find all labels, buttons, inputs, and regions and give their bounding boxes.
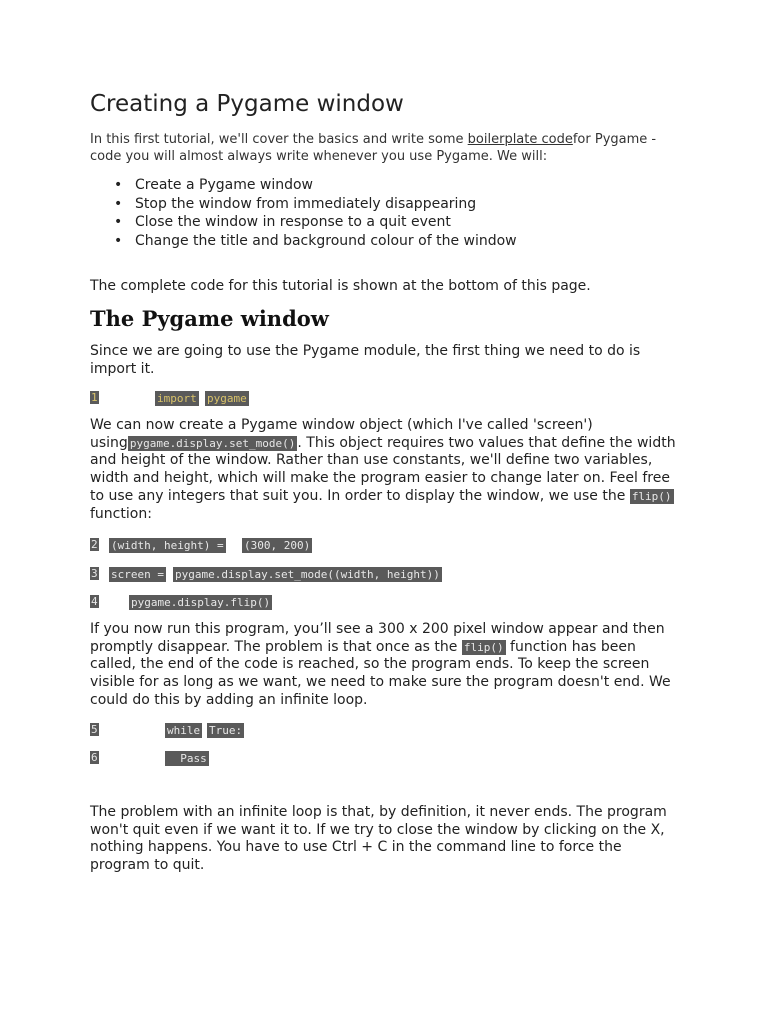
list-item: • Create a Pygame window [90,176,517,195]
infinite-loop-text: function has been called, the end of the code is reached, so the program ends. To keep the screen visible for as long as we want, we need to make sure the program doesn't end. We could do this by adding an infinite loop. [90,638,671,708]
code-line-5 [90,723,270,739]
line-number: 2 [91,538,98,551]
code-keyword: Pass [167,752,207,765]
complete-code-note: The complete code for this tutorial is shown at the bottom of this page. [90,278,591,294]
intro-paragraph [90,131,680,166]
intro-text-before-link: In this first tutorial, we'll cover the basics and write some [90,132,468,147]
list-item: • Change the title and background colour of the window [90,232,517,251]
window-paragraph-text: We can now create a Pygame window object (which I've called 'screen') using [90,417,593,451]
code-line-6 [90,751,250,767]
line-number: 5 [91,723,98,736]
code-module: pygame [207,392,247,405]
code-keyword: import [157,392,197,405]
page-title: Creating a Pygame window [90,91,404,117]
closing-paragraph: The problem with an infinite loop is that, by definition, it never ends. The program won't quit even if we want it to. If we try to close the window by clicking on the X, nothing happens. You have to use Ctrl + C in the command line to force the program to quit. [90,804,667,874]
infinite-loop-text: If you now run this program, you’ll see a 300 x 200 pixel window appear and then promptly disappear. The problem is that once as the [90,621,665,655]
window-paragraph [90,417,680,523]
code-text: pygame.display.set_mode((width, height)) [175,568,440,581]
intro-text-after-link: for Pygame - code you will almost always write whenever you use Pygame. We will: [90,132,657,165]
list-item: • Stop the window from immediately disappearing [90,195,517,214]
code-text: (300, 200) [244,539,311,552]
window-paragraph-text: function: [90,505,152,522]
window-paragraph-text: . This object requires two values that define the width and height of the window. Rather than use constants, we'll define two variables, width and height, which will make the program easier to change later on. Feel free to use any integers that suit you. In order to display the window, we use the [90,434,676,504]
boilerplate-code-link[interactable]: boilerplate code [467,132,573,147]
line-number: 4 [91,595,98,608]
code-text: pygame.display.flip() [131,596,271,609]
section-heading: The Pygame window [90,306,329,331]
line-number: 1 [91,391,98,404]
import-paragraph: Since we are going to use the Pygame module, the first thing we need to do is import it. [90,343,641,377]
line-number: 3 [91,567,98,580]
code-text: (width, height) = [111,539,224,552]
code-line-3 [90,567,490,583]
infinite-loop-paragraph [90,621,680,710]
code-text: screen = [111,568,164,581]
code-line-4 [90,595,310,611]
inline-code: pygame.display.set_mode() [129,436,296,450]
inline-code: flip() [631,489,672,503]
line-number: 6 [91,751,98,764]
list-item: • Close the window in response to a quit event [90,213,517,232]
code-text: True: [209,724,243,737]
code-keyword: while [167,724,201,737]
inline-code: flip() [463,640,504,654]
goals-list [90,176,517,251]
code-line-1 [90,391,290,407]
code-line-2 [90,538,350,554]
